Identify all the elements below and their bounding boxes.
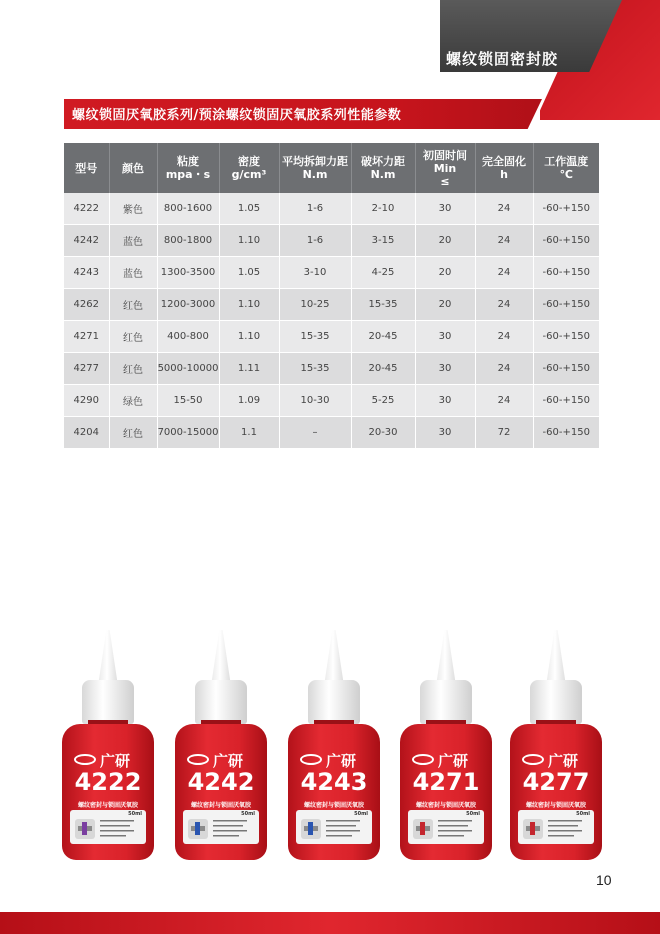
- table-row: [64, 417, 599, 449]
- table-cell: 15-35: [279, 353, 351, 385]
- brand-name: 广研: [213, 752, 244, 770]
- header-line: mpa・s: [165, 168, 211, 181]
- table-row: [64, 193, 599, 225]
- table-cell: 3-15: [351, 225, 415, 257]
- table-header-cell: [109, 143, 157, 193]
- header-line: Min: [433, 161, 457, 175]
- table-cell: 4262: [64, 289, 109, 321]
- table-cell: 4271: [64, 321, 109, 353]
- table-cell: 20: [415, 257, 475, 289]
- table-cell: 1.10: [219, 225, 279, 257]
- table-cell: 24: [475, 385, 533, 417]
- bottle-cap: [82, 680, 134, 724]
- table-cell: 1300-3500: [157, 257, 219, 289]
- bolt-illustration-icon: [299, 817, 323, 841]
- product-bottle: [62, 630, 154, 860]
- header-line: ℃: [559, 168, 573, 181]
- brand-name: 广研: [100, 752, 131, 770]
- product-code: 4242: [187, 768, 255, 796]
- header-line: 密度: [238, 155, 260, 168]
- table-cell: 4243: [64, 257, 109, 289]
- table-cell: 800-1600: [157, 193, 219, 225]
- table-header-row: [64, 143, 599, 193]
- product-subtitle: 螺纹密封与锁固厌氧胶: [77, 802, 138, 809]
- product-bottle: [510, 630, 602, 860]
- header-line: N.m: [370, 168, 396, 181]
- table-row: [64, 257, 599, 289]
- table-cell: 30: [415, 385, 475, 417]
- table-row: [64, 225, 599, 257]
- feature-list-icon: [213, 818, 253, 838]
- product-code: 4271: [412, 768, 480, 796]
- footer-bar: [0, 912, 660, 934]
- table-cell: –: [279, 417, 351, 449]
- product-subtitle: 螺纹密封与锁固厌氧胶: [415, 802, 476, 809]
- table-cell: -60-+150: [533, 417, 599, 449]
- product-label: [518, 810, 594, 844]
- table-cell: 15-35: [351, 289, 415, 321]
- product-row: [0, 630, 660, 860]
- table-cell: 24: [475, 353, 533, 385]
- header-line: 粘度: [177, 155, 199, 168]
- product-bottle: [400, 630, 492, 860]
- product-size: 50ml: [128, 811, 142, 817]
- header-line: g/cm³: [231, 168, 267, 181]
- brand-name: 广研: [326, 752, 357, 770]
- table-cell: 5000-10000: [157, 353, 219, 385]
- table-cell: 10-25: [279, 289, 351, 321]
- brand-logo-icon: [522, 754, 544, 765]
- product-size: 50ml: [466, 811, 480, 817]
- brand-logo-icon: [187, 754, 209, 765]
- table-cell: 绿色: [109, 385, 157, 417]
- bottle-cap: [308, 680, 360, 724]
- table-cell: 10-30: [279, 385, 351, 417]
- table-cell: 72: [475, 417, 533, 449]
- table-cell: -60-+150: [533, 257, 599, 289]
- bolt-illustration-icon: [73, 817, 97, 841]
- header-line: 完全固化: [482, 155, 526, 168]
- table-header-cell: [157, 143, 219, 193]
- bottle-nozzle: [211, 630, 231, 686]
- table-header-cell: [415, 143, 475, 193]
- header-line: 颜色: [122, 161, 144, 175]
- brand-name: 广研: [548, 752, 579, 770]
- table-cell: 3-10: [279, 257, 351, 289]
- table-cell: 4277: [64, 353, 109, 385]
- header-line: h: [500, 168, 508, 181]
- header-line: ≤: [440, 174, 450, 188]
- header-line: 破坏力距: [361, 155, 405, 168]
- feature-list-icon: [100, 818, 140, 838]
- header-line: 型号: [75, 161, 98, 175]
- table-cell: 24: [475, 289, 533, 321]
- bottle-cap: [530, 680, 582, 724]
- table-cell: 800-1800: [157, 225, 219, 257]
- product-bottle: [175, 630, 267, 860]
- table-cell: 24: [475, 193, 533, 225]
- table-cell: 30: [415, 321, 475, 353]
- table-cell: 30: [415, 193, 475, 225]
- table-cell: 1.05: [219, 257, 279, 289]
- table-cell: 24: [475, 257, 533, 289]
- table-cell: -60-+150: [533, 193, 599, 225]
- table-cell: -60-+150: [533, 385, 599, 417]
- product-size: 50ml: [576, 811, 590, 817]
- bottle-nozzle: [324, 630, 344, 686]
- feature-list-icon: [326, 818, 366, 838]
- table-cell: 1.05: [219, 193, 279, 225]
- table-cell: 24: [475, 225, 533, 257]
- table-cell: 4242: [64, 225, 109, 257]
- header-line: 初固时间: [423, 148, 467, 162]
- feature-list-icon: [548, 818, 588, 838]
- table-header-cell: [64, 143, 109, 193]
- product-subtitle: 螺纹密封与锁固厌氧胶: [525, 802, 586, 809]
- table-cell: 红色: [109, 353, 157, 385]
- table-cell: 红色: [109, 289, 157, 321]
- table-cell: 4204: [64, 417, 109, 449]
- table-cell: 1.10: [219, 289, 279, 321]
- table-cell: 蓝色: [109, 257, 157, 289]
- spec-table: [64, 143, 599, 449]
- product-label: [296, 810, 372, 844]
- table-cell: 1200-3000: [157, 289, 219, 321]
- table-cell: 7000-15000: [157, 417, 219, 449]
- table-row: [64, 321, 599, 353]
- table-row: [64, 353, 599, 385]
- table-cell: -60-+150: [533, 225, 599, 257]
- table-cell: 1.11: [219, 353, 279, 385]
- table-cell: 4290: [64, 385, 109, 417]
- table-cell: 5-25: [351, 385, 415, 417]
- table-cell: 20-45: [351, 353, 415, 385]
- table-header-cell: [475, 143, 533, 193]
- product-code: 4277: [522, 768, 590, 796]
- header-line: 工作温度: [544, 155, 589, 168]
- bottle-cap: [195, 680, 247, 724]
- table-cell: 4222: [64, 193, 109, 225]
- bolt-illustration-icon: [186, 817, 210, 841]
- table-cell: -60-+150: [533, 321, 599, 353]
- header-line: 平均拆卸力距: [282, 155, 348, 168]
- product-bottle: [288, 630, 380, 860]
- product-code: 4243: [300, 768, 368, 796]
- table-cell: 红色: [109, 321, 157, 353]
- table-cell: 20-30: [351, 417, 415, 449]
- table-cell: 1-6: [279, 193, 351, 225]
- product-label: [408, 810, 484, 844]
- table-row: [64, 385, 599, 417]
- brand-logo-icon: [74, 754, 96, 765]
- product-subtitle: 螺纹密封与锁固厌氧胶: [303, 802, 364, 809]
- table-cell: 20-45: [351, 321, 415, 353]
- bottle-nozzle: [98, 630, 118, 686]
- bolt-illustration-icon: [521, 817, 545, 841]
- bottle-cap: [420, 680, 472, 724]
- header-title: 螺纹锁固密封胶: [446, 50, 559, 68]
- table-body: [64, 193, 599, 449]
- table-cell: 4-25: [351, 257, 415, 289]
- product-size: 50ml: [354, 811, 368, 817]
- table-cell: 20: [415, 289, 475, 321]
- header-line: N.m: [302, 168, 328, 181]
- product-code: 4222: [74, 768, 142, 796]
- brand-logo-icon: [412, 754, 434, 765]
- table-header-cell: [351, 143, 415, 193]
- table-cell: 1-6: [279, 225, 351, 257]
- table-cell: 30: [415, 353, 475, 385]
- table-cell: 20: [415, 225, 475, 257]
- bottle-nozzle: [436, 630, 456, 686]
- table-header-cell: [219, 143, 279, 193]
- bottle-nozzle: [546, 630, 566, 686]
- product-label: [70, 810, 146, 844]
- table-header-cell: [533, 143, 599, 193]
- brand-name: 广研: [438, 752, 469, 770]
- page-number: 10: [596, 872, 612, 888]
- table-cell: -60-+150: [533, 289, 599, 321]
- feature-list-icon: [438, 818, 478, 838]
- product-size: 50ml: [241, 811, 255, 817]
- product-subtitle: 螺纹密封与锁固厌氧胶: [190, 802, 251, 809]
- table-cell: 1.1: [219, 417, 279, 449]
- brand-logo-icon: [300, 754, 322, 765]
- table-cell: 30: [415, 417, 475, 449]
- table-header-cell: [279, 143, 351, 193]
- table-cell: 400-800: [157, 321, 219, 353]
- table-cell: 24: [475, 321, 533, 353]
- table-cell: 1.10: [219, 321, 279, 353]
- table-cell: 15-50: [157, 385, 219, 417]
- table-cell: 红色: [109, 417, 157, 449]
- table-cell: 蓝色: [109, 225, 157, 257]
- table-cell: 15-35: [279, 321, 351, 353]
- product-label: [183, 810, 259, 844]
- table-cell: 1.09: [219, 385, 279, 417]
- bolt-illustration-icon: [411, 817, 435, 841]
- table-row: [64, 289, 599, 321]
- section-title: 螺纹锁固厌氧胶系列/预涂螺纹锁固厌氧胶系列性能参数: [72, 108, 402, 123]
- table-cell: -60-+150: [533, 353, 599, 385]
- table-cell: 紫色: [109, 193, 157, 225]
- table-cell: 2-10: [351, 193, 415, 225]
